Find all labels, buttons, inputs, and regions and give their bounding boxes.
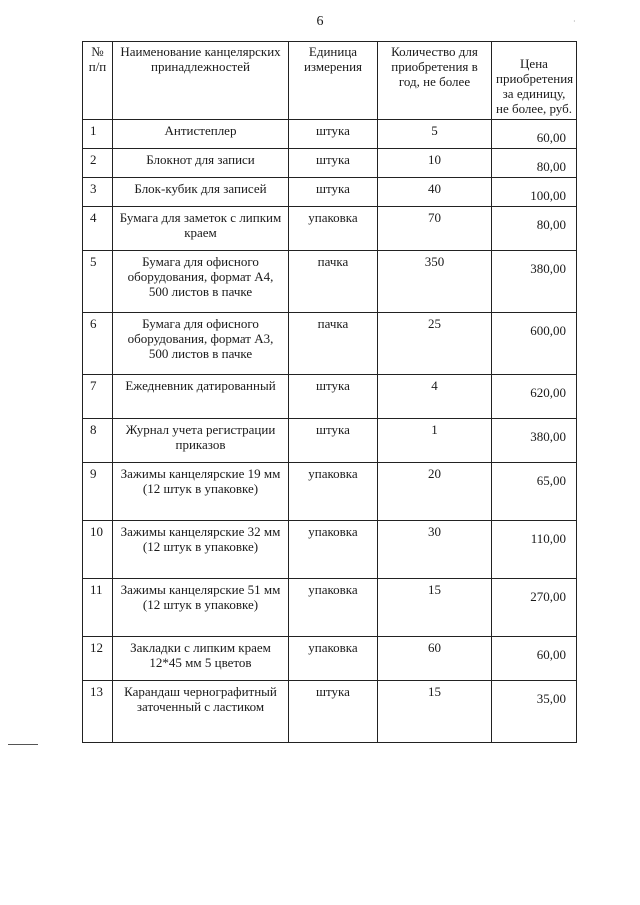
row-unit: штука — [289, 149, 378, 178]
margin-mark — [8, 744, 38, 745]
row-num: 9 — [83, 463, 113, 521]
row-name: Антистеплер — [113, 120, 289, 149]
row-price: 620,00 — [492, 375, 577, 419]
row-price: 60,00 — [492, 637, 577, 681]
row-unit: упаковка — [289, 207, 378, 251]
row-unit: штука — [289, 681, 378, 743]
row-unit: штука — [289, 375, 378, 419]
header-price: Цена приобретения за единицу, не более, руб. — [492, 42, 577, 120]
row-price: 110,00 — [492, 521, 577, 579]
row-unit: упаковка — [289, 637, 378, 681]
scan-speck: · — [573, 17, 576, 26]
row-qty: 30 — [378, 521, 492, 579]
table-row — [83, 149, 577, 178]
row-price: 35,00 — [492, 681, 577, 743]
row-name: Бумага для офисного оборудования, формат А4, 500 листов в пачке — [113, 251, 289, 313]
row-num: 12 — [83, 637, 113, 681]
row-price: 65,00 — [492, 463, 577, 521]
table-row — [83, 579, 577, 637]
row-num: 7 — [83, 375, 113, 419]
table-row — [83, 521, 577, 579]
table-row — [83, 120, 577, 149]
supplies-table — [82, 41, 577, 743]
row-qty: 10 — [378, 149, 492, 178]
row-num: 13 — [83, 681, 113, 743]
row-num: 4 — [83, 207, 113, 251]
row-price: 600,00 — [492, 313, 577, 375]
table-row — [83, 463, 577, 521]
row-num: 11 — [83, 579, 113, 637]
row-price: 80,00 — [492, 149, 577, 178]
table-header-row — [83, 42, 577, 120]
row-num: 1 — [83, 120, 113, 149]
row-name: Блокнот для записи — [113, 149, 289, 178]
row-unit: пачка — [289, 251, 378, 313]
row-qty: 40 — [378, 178, 492, 207]
row-num: 3 — [83, 178, 113, 207]
row-num: 10 — [83, 521, 113, 579]
row-name: Бумага для офисного оборудования, формат А3, 500 листов в пачке — [113, 313, 289, 375]
table-row — [83, 637, 577, 681]
table-row — [83, 251, 577, 313]
row-qty: 350 — [378, 251, 492, 313]
row-qty: 25 — [378, 313, 492, 375]
row-name: Зажимы канцелярские 32 мм (12 штук в упаковке) — [113, 521, 289, 579]
row-name: Карандаш чернографитный заточенный с ластиком — [113, 681, 289, 743]
row-price: 100,00 — [492, 178, 577, 207]
row-qty: 15 — [378, 579, 492, 637]
header-unit: Единица измерения — [289, 42, 378, 120]
row-qty: 1 — [378, 419, 492, 463]
row-name: Блок-кубик для записей — [113, 178, 289, 207]
row-num: 6 — [83, 313, 113, 375]
row-name: Журнал учета регистрации приказов — [113, 419, 289, 463]
row-price: 380,00 — [492, 419, 577, 463]
row-name: Зажимы канцелярские 51 мм (12 штук в упаковке) — [113, 579, 289, 637]
row-qty: 4 — [378, 375, 492, 419]
table-row — [83, 207, 577, 251]
row-unit: штука — [289, 419, 378, 463]
page-number: 6 — [316, 14, 324, 29]
header-num: № п/п — [83, 42, 113, 120]
row-num: 8 — [83, 419, 113, 463]
row-unit: штука — [289, 120, 378, 149]
row-qty: 70 — [378, 207, 492, 251]
row-qty: 20 — [378, 463, 492, 521]
row-qty: 60 — [378, 637, 492, 681]
header-qty: Количество для приобретения в год, не более — [378, 42, 492, 120]
table-row — [83, 178, 577, 207]
row-name: Зажимы канцелярские 19 мм (12 штук в упаковке) — [113, 463, 289, 521]
row-unit: упаковка — [289, 579, 378, 637]
row-price: 380,00 — [492, 251, 577, 313]
table-row — [83, 375, 577, 419]
table-row — [83, 681, 577, 743]
row-num: 5 — [83, 251, 113, 313]
row-unit: пачка — [289, 313, 378, 375]
row-price: 270,00 — [492, 579, 577, 637]
row-name: Бумага для заметок с липким краем — [113, 207, 289, 251]
row-name: Закладки с липким краем 12*45 мм 5 цветов — [113, 637, 289, 681]
row-price: 80,00 — [492, 207, 577, 251]
row-qty: 5 — [378, 120, 492, 149]
table-row — [83, 313, 577, 375]
row-name: Ежедневник датированный — [113, 375, 289, 419]
table-row — [83, 419, 577, 463]
row-unit: упаковка — [289, 463, 378, 521]
row-unit: штука — [289, 178, 378, 207]
row-price: 60,00 — [492, 120, 577, 149]
row-qty: 15 — [378, 681, 492, 743]
row-num: 2 — [83, 149, 113, 178]
header-name: Наименование канцелярских принадлежностей — [113, 42, 289, 120]
row-unit: упаковка — [289, 521, 378, 579]
